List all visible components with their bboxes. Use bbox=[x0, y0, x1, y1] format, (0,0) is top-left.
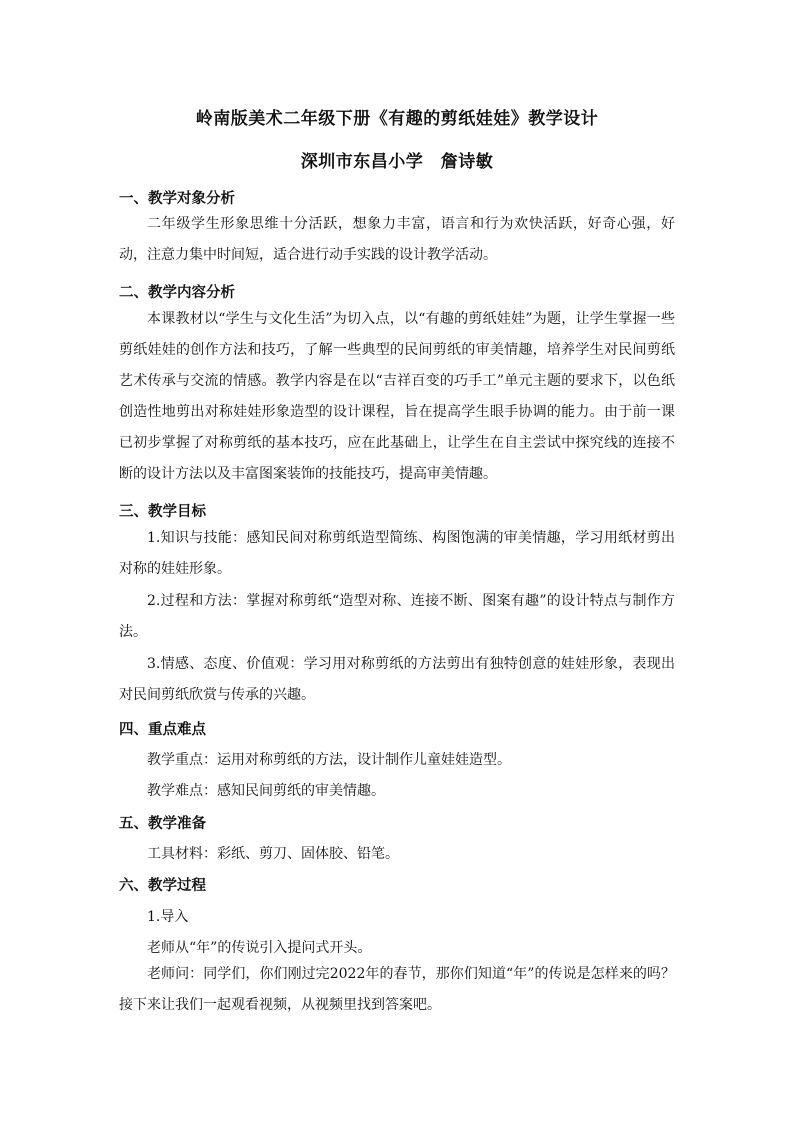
section-heading-4: 四、重点难点 bbox=[119, 721, 206, 738]
section-heading-1: 一、教学对象分析 bbox=[119, 190, 235, 207]
paragraph-1-1: 二年级学生形象思维十分活跃，想象力丰富，语言和行为欢快活跃，好奇心强，好动，注意力集中时间短，适合进行动手实践的设计教学活动。 bbox=[119, 216, 675, 263]
process-intro: 老师从“年”的传说引入提问式开头。 bbox=[147, 940, 372, 956]
section-heading-3: 三、教学目标 bbox=[119, 503, 206, 520]
process-step-1: 1.导入 bbox=[147, 909, 189, 925]
goal-3: 3.情感、态度、价值观：学习用对称剪纸的方法剪出有独特创意的娃娃形象，表现出对民间剪纸欣赏与传承的兴趣。 bbox=[119, 656, 675, 703]
key-point: 教学重点：运用对称剪纸的方法，设计制作儿童娃娃造型。 bbox=[147, 752, 511, 768]
paragraph-2-1: 本课教材以“学生与文化生活”为切入点，以“有趣的剪纸娃娃”为题，让学生掌握一些剪纸娃娃的创作方法和技巧，了解一些典型的民间剪纸的审美情趣，培养学生对民间剪纸艺术传承与交流的情感。教学内容是在以“吉祥百变的巧手工”单元主题的要求下，以色纸创造性地剪出对称娃娃形象造型的设计课程，旨在提高学生眼手协调的能力。由于前一课已初步掌握了对称剪纸的基本技巧，应在此基础上，让学生在自主尝试中探究线的连接不断的设计方法以及丰富图案装饰的技能技巧，提高审美情趣。 bbox=[119, 311, 675, 482]
materials-line: 工具材料：彩纸、剪刀、固体胶、铅笔。 bbox=[147, 846, 399, 862]
goal-1: 1.知识与技能：感知民间对称剪纸造型简练、构图饱满的审美情趣，学习用纸材剪出对称的娃娃形象。 bbox=[119, 530, 675, 577]
section-heading-2: 二、教学内容分析 bbox=[119, 284, 235, 301]
goal-2: 2.过程和方法：掌握对称剪纸“造型对称、连接不断、图案有趣”的设计特点与制作方法。 bbox=[119, 593, 675, 640]
document-title: 岭南版美术二年级下册《有趣的剪纸娃娃》教学设计 bbox=[195, 109, 599, 129]
section-heading-6: 六、教学过程 bbox=[119, 877, 206, 894]
section-heading-5: 五、教学准备 bbox=[119, 815, 206, 832]
author-line: 深圳市东昌小学 詹诗敏 bbox=[300, 152, 494, 172]
teacher-question: 老师问：同学们，你们刚过完2022年的春节，那你们知道“年”的传说是怎样来的吗？接下来让我们一起观看视频，从视频里找到答案吧。 bbox=[119, 966, 675, 1013]
difficult-point: 教学难点：感知民间剪纸的审美情趣。 bbox=[147, 783, 385, 799]
